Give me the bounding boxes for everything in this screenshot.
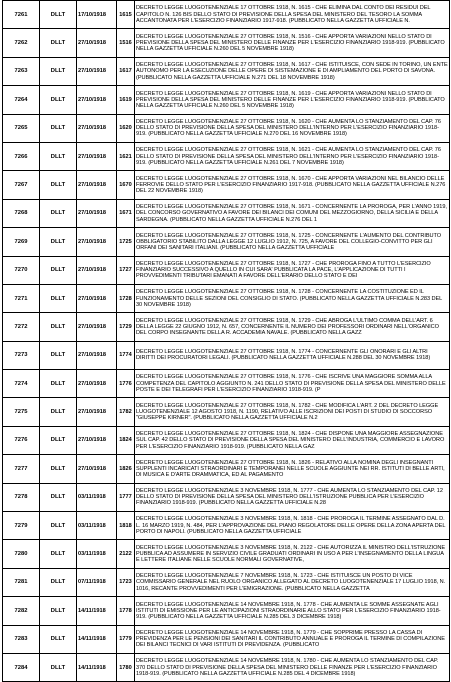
decree-description-cell: [135, 171, 450, 199]
decree-description-cell: [135, 540, 450, 568]
decree-date-cell: 27/10/1918: [77, 256, 117, 284]
decree-number-cell: 7261: [3, 1, 40, 29]
table-row: [3, 86, 450, 114]
decree-number-cell: 7262: [3, 29, 40, 57]
decree-code-cell: 1818: [117, 512, 135, 540]
decree-type-cell: DLLT: [40, 597, 77, 625]
table-row: [3, 398, 450, 426]
decree-type-cell: DLLT: [40, 653, 77, 681]
decree-number-cell: 7282: [3, 597, 40, 625]
decree-type-cell: DLLT: [40, 142, 77, 170]
decree-number-cell: 7272: [3, 313, 40, 341]
table-row: [3, 171, 450, 199]
decree-description-text: DECRETO LEGGE LUOGOTENENZIALE 27 OTTOBRE 1918, N. 1729 - CHE ABROGA L'ULTIMO COMMA DELL'ART. 6 DELLA LEGGE 22 GIUGNO 1912, N. 657, CONCERNENTE IL NUMERO DEI PROFESSORI ORDINARI NELL'ORGANICO DEL CORPO INSEGNANTE DELLA R. ACCADEMIA NAVALE. (PUBBLICATO NELLA GAZZ: [136, 317, 439, 337]
decree-description-cell: [135, 455, 450, 483]
decree-code-cell: 1782: [117, 398, 135, 426]
decree-description-cell: [135, 625, 450, 653]
table-row: [3, 256, 450, 284]
decree-description-text: DECRETO LEGGE LUOGOTENENZIALE 27 OTTOBRE 1918, N. 1516 - CHE APPORTA VARIAZIONI NELLO STATO DI PREVISIONE DELLA SPESA DEL MINISTERO DELLE FINANZE PER L'ESERCIZIO FINANZIARIO 1918-919. (PUBBLICATO NELLA GAZZETTA UFFICIALE N.260 DEL 5 NOVEMBRE 1918): [136, 33, 445, 53]
decree-type-cell: DLLT: [40, 398, 77, 426]
decree-type-cell: DLLT: [40, 228, 77, 256]
decree-type-cell: DLLT: [40, 483, 77, 511]
decree-description-cell: [135, 228, 450, 256]
decree-type-cell: DLLT: [40, 341, 77, 369]
decree-description-cell: [135, 199, 450, 227]
decree-code-cell: 1779: [117, 625, 135, 653]
table-row: [3, 1, 450, 29]
decree-number-cell: 7277: [3, 455, 40, 483]
decree-number-cell: 7264: [3, 86, 40, 114]
decree-description-cell: [135, 1, 450, 29]
decree-description-cell: [135, 114, 450, 142]
decree-number-cell: 7270: [3, 256, 40, 284]
decree-description-text: DECRETO LEGGE LUOGOTENENZIALE 17 OTTOBRE 1918, N. 1615 - CHE ELIMINA DAL CONTO DEI RESIDUI DEL CAPITOLO N. 126 BIS DELLO STATO DI PREVISIONE DELLA SPESA DEL MINISTERO DEL TESORO LA SOMMA ACCANTONATA PER L'ESERCIZIO FINANZIARIO 1917-918. (PUBBLICATO NELLA GAZZETTA UFFICIALE N.: [136, 5, 431, 24]
decree-description-cell: [135, 86, 450, 114]
decree-type-cell: DLLT: [40, 313, 77, 341]
decree-number-cell: 7278: [3, 483, 40, 511]
decree-date-cell: 27/10/1918: [77, 426, 117, 454]
decree-date-cell: 27/10/1918: [77, 341, 117, 369]
decree-code-cell: 1729: [117, 313, 135, 341]
decree-description-cell: [135, 568, 450, 596]
decree-code-cell: 1670: [117, 171, 135, 199]
decree-date-cell: 27/10/1918: [77, 171, 117, 199]
decree-date-cell: 27/10/1918: [77, 86, 117, 114]
decree-type-cell: DLLT: [40, 625, 77, 653]
decree-date-cell: 27/10/1918: [77, 29, 117, 57]
decree-description-cell: [135, 512, 450, 540]
decree-description-text: DECRETO LEGGE LUOGOTENENZIALE 3 NOVEMBRE 1918, N. 1818 - CHE PROROGA IL TERMINE ASSEGNATO DAL D. L. 16 MARZO 1919, N. 484, PER L'APPROVAZIONE DEL PIANO REGOLATORE DELLE OPERE DELLA ZONA APERTA DEL PORTO DI NAPOLI. (PUBBLICATO NELLA GAZZETTA UFFICIALE: [136, 516, 446, 535]
decree-code-cell: 1516: [117, 29, 135, 57]
decree-description-text: DECRETO LEGGE LUOGOTENENZIALE 27 OTTOBRE 1918, N. 1621 - CHE AUMENTA LO STANZIAMENTO DEL CAP. 76 DELLO STATO DI PREVISIONE DELLA SPESA DEL MINISTERO DELL'INTERNO PER L'ESERCIZIO FINANZIARIO 1918-919. (PUBBLICATO NELLA GAZZETTA UFFICIALE N.261 DEL 7 NOVEMBRE 1918): [136, 147, 441, 166]
decree-code-cell: 1778: [117, 597, 135, 625]
decree-date-cell: 14/11/1918: [77, 653, 117, 681]
decree-description-cell: [135, 313, 450, 341]
register-body: [3, 1, 450, 682]
decree-date-cell: 27/10/1918: [77, 142, 117, 170]
decree-description-cell: [135, 370, 450, 398]
decree-code-cell: 1728: [117, 284, 135, 312]
decree-code-cell: 1615: [117, 1, 135, 29]
decree-description-text: DECRETO LEGGE LUOGOTENENZIALE 27 OTTOBRE 1918, N. 1728 - CONCERNENTE LA COSTITUZIONE ED IL FUNZIONAMENTO DELLE SEZIONI DEL CONSIGLIO DI STATO. (PUBBLICATO NELLA GAZZETTA UFFICIALE N.283 DEL 30 NOVEMBRE 1918): [136, 289, 443, 308]
decree-code-cell: 1723: [117, 568, 135, 596]
decree-date-cell: 27/10/1918: [77, 199, 117, 227]
table-row: [3, 313, 450, 341]
decree-description-cell: [135, 256, 450, 284]
decree-number-cell: 7265: [3, 114, 40, 142]
table-row: [3, 540, 450, 568]
decree-code-cell: 1824: [117, 426, 135, 454]
decree-date-cell: 17/10/1918: [77, 1, 117, 29]
decree-description-cell: [135, 142, 450, 170]
decree-date-cell: 27/10/1918: [77, 228, 117, 256]
decree-type-cell: DLLT: [40, 370, 77, 398]
table-row: [3, 483, 450, 511]
decree-date-cell: 27/10/1918: [77, 284, 117, 312]
decree-number-cell: 7269: [3, 228, 40, 256]
table-row: [3, 284, 450, 312]
decree-code-cell: 2122: [117, 540, 135, 568]
table-row: [3, 625, 450, 653]
decree-date-cell: 27/10/1918: [77, 57, 117, 85]
decree-description-text: DECRETO LEGGE LUOGOTENENZIALE 27 OTTOBRE 1918, N. 1671 - CONCERNENTE LA PROROGA, PER L'ANNO 1919, DEL CONCORSO GOVERNATIVO A FAVORE DEI BILANCI DEI COMUNI DEL MEZZOGIORNO, DELLA SICILIA E DELLA SARDEGNA. (PUBBLICATO NELLA GAZZETTA UFFICIALE N.276 DEL 1: [136, 204, 447, 223]
decree-description-text: DECRETO LEGGE LUOGOTENENZIALE 27 OTTOBRE 1918, N. 1617 - CHE ISTITUISCE, CON SEDE IN TORINO, UN ENTE AUTONOMO PER LA ESECUZIONE DELLE OPERE DI SISTEMAZIONE E DI AMPLIAMENTO DEL PORTO DI SAVONA. (PUBBLICATO NELLA GAZZETTA UFFICIALE N.271 DEL 18 NOVEMBRE 1918): [136, 62, 448, 81]
decree-code-cell: 1774: [117, 341, 135, 369]
table-row: [3, 228, 450, 256]
table-row: [3, 57, 450, 85]
decree-type-cell: DLLT: [40, 540, 77, 568]
decree-description-text: DECRETO LEGGE LUOGOTENENZIALE 27 OTTOBRE 1918, N. 1824 - CHE DISPONE UNA MAGGIORE ASSEGNAZIONE SUL CAP. 42 DELLO STATO DI PREVISIONE DELLA SPESA DEL MINISTERO DELL'INDUSTRIA, COMMERCIO E LAVORO PER L'ESERCIZIO FINANZIARIO 1918-919. (PUBBLICATO NELLA GAZ: [136, 431, 445, 450]
decree-number-cell: 7276: [3, 426, 40, 454]
decree-number-cell: 7273: [3, 341, 40, 369]
decree-description-cell: [135, 653, 450, 681]
table-row: [3, 512, 450, 540]
decree-date-cell: 27/10/1918: [77, 455, 117, 483]
decree-date-cell: 27/10/1918: [77, 313, 117, 341]
decree-date-cell: 03/11/1918: [77, 512, 117, 540]
decree-code-cell: 1620: [117, 114, 135, 142]
table-row: [3, 29, 450, 57]
decree-type-cell: DLLT: [40, 114, 77, 142]
decree-type-cell: DLLT: [40, 57, 77, 85]
decree-description-cell: [135, 483, 450, 511]
decree-type-cell: DLLT: [40, 512, 77, 540]
decree-description-text: DECRETO LEGGE LUOGOTENENZIALE 14 NOVEMBRE 1918, N. 1779 - CHE SOPPRIME PRESSO LA CASSA DI PREVIDENZA PER LE PENSIONI DEI SANITARI IL CONTRIBUTO ANNUALE E PROROGA IL TERMINE DI COMPILAZIONE DEI BILANCI TECNICI DI VARI ISTITUTI DI PREVIDENZA. (PUBBLICATO: [136, 629, 445, 649]
decree-number-cell: 7274: [3, 370, 40, 398]
decree-description-cell: [135, 597, 450, 625]
decree-date-cell: 03/11/1918: [77, 540, 117, 568]
decree-description-text: DECRETO LEGGE LUOGOTENENZIALE 27 OTTOBRE 1918, N. 1670 - CHE APPORTA VARIAZIONI NEL BILANCIO DELLE FERROVIE DELLO STATO PER L'ESERCIZIO FINANZIARIO 1917-918. (PUBBLICATO NELLA GAZZETTA UFFICIALE N.276 DEL 22 NOVEMBRE 1918): [136, 175, 446, 195]
decree-description-text: DECRETO LEGGE LUOGOTENENZIALE 27 OTTOBRE 1918, N. 1776 - CHE ISCRIVE UNA MAGGIORE SOMMA ALLA COMPETENZA DEL CAPITOLO AGGIUNTO N. 241 DELLO STATO DI PREVISIONE DELLA SPESA DEL MINISTERO DELLE POSTE E DEI TELEGRAFI PER L'ESERCIZIO FINANZIARIO 1918-919. (P: [136, 374, 446, 393]
decree-type-cell: DLLT: [40, 455, 77, 483]
decree-code-cell: 1725: [117, 228, 135, 256]
decree-description-cell: [135, 284, 450, 312]
decree-code-cell: 1826: [117, 455, 135, 483]
table-row: [3, 370, 450, 398]
table-row: [3, 597, 450, 625]
decree-date-cell: 14/11/1918: [77, 625, 117, 653]
decree-code-cell: 1617: [117, 57, 135, 85]
decree-description-cell: [135, 426, 450, 454]
decree-type-cell: DLLT: [40, 171, 77, 199]
decree-description-text: DECRETO LEGGE LUOGOTENENZIALE 27 OTTOBRE 1918, N. 1782 - CHE MODIFICA L'ART. 2 DEL DECRETO LEGGE LUOGOTENENZIALE 12 AGOSTO 1918, N. 1190, RELATIVO ALLE ISCRIZIONI DEI POSTI DI STUDIO DI SOCCORSO "GIUSEPPE KIRNER". (PUBBLICATO NELLA GAZZETTA UFFICIALE N.2: [136, 402, 439, 422]
decree-date-cell: 14/11/1918: [77, 597, 117, 625]
decree-type-cell: DLLT: [40, 29, 77, 57]
decree-code-cell: 1671: [117, 199, 135, 227]
decree-code-cell: 1621: [117, 142, 135, 170]
decree-date-cell: 07/11/1918: [77, 568, 117, 596]
decree-number-cell: 7283: [3, 625, 40, 653]
decree-date-cell: 27/10/1918: [77, 370, 117, 398]
table-row: [3, 653, 450, 681]
table-row: [3, 142, 450, 170]
decree-description-text: DECRETO LEGGE LUOGOTENENZIALE 27 OTTOBRE 1918, N. 1619 - CHE APPORTA VARIAZIONI NELLO STATO DI PREVISIONE DELLA SPESA DEL MINISTERO DELLE FINANZE PER L'ESERCIZIO FINANZIARIO 1918-919. (PUBBLICATO NELLA GAZZETTA UFFICIALE N.260 DEL 5 NOVEMBRE 1918): [136, 90, 445, 109]
decree-type-cell: DLLT: [40, 426, 77, 454]
decree-description-cell: [135, 57, 450, 85]
decree-type-cell: DLLT: [40, 284, 77, 312]
decree-type-cell: DLLT: [40, 86, 77, 114]
decree-number-cell: 7281: [3, 568, 40, 596]
decree-code-cell: 1776: [117, 370, 135, 398]
decree-description-cell: [135, 398, 450, 426]
decree-description-text: DECRETO LEGGE LUOGOTENENZIALE 27 OTTOBRE 1918, N. 1727 - CHE PROROGA FINO A TUTTO L'ESERCIZIO FINANZIARIO SUCCESSIVO A QUELLO IN CUI SARA' PUBBLICATA LA PACE, L'APPLICAZIONE DI TUTTI I PROVVEDIMENTI TRIBUTARI EMANATI A FAVORE DELL'ERARIO DELLO STATO E DEI: [136, 260, 431, 280]
table-row: [3, 455, 450, 483]
decree-register-table: [2, 0, 450, 682]
decree-description-text: DECRETO LEGGE LUOGOTENENZIALE 14 NOVEMBRE 1918, N. 1780 - CHE AUMENTA LO STANZIAMENTO DEL CAP. 370 DELLO STATO DI PREVISIONE DELLA SPESA DEL MINISTERO DELLE FINANZE PER L'ESERCIZIO FINANZIARIO 1918-919. (PUBBLICATO NELLA GAZZETTA UFFICIALE N.285 DEL 4 DICEMBRE 1918): [136, 658, 439, 677]
decree-description-text: DECRETO LEGGE LUOGOTENENZIALE 14 NOVEMBRE 1918, N. 1778 - CHE AUMENTA LE SOMME ASSEGNATE AGLI ISTITUTI DI EMISSIONE PER LE ANTICIPAZIONI STRAORDINARIE ALLO STATO PER L'ESERCIZIO FINANZIARIO 1918-919. (PUBBLICATO NELLA GAZZETTA UFFICIALE N.285 DEL 3 DICEMBRE 1918): [136, 601, 441, 620]
decree-number-cell: 7279: [3, 512, 40, 540]
table-row: [3, 114, 450, 142]
decree-number-cell: 7275: [3, 398, 40, 426]
decree-number-cell: 7271: [3, 284, 40, 312]
decree-type-cell: DLLT: [40, 1, 77, 29]
decree-date-cell: 03/11/1918: [77, 483, 117, 511]
decree-number-cell: 7284: [3, 653, 40, 681]
decree-type-cell: DLLT: [40, 568, 77, 596]
decree-description-text: DECRETO LEGGE LUOGOTENENZIALE 3 NOVEMBRE 1918, N. 1777 - CHE AUMENTA LO STANZIAMENTO DEL CAP. 12 DELLO STATO DI PREVISIONE DELLA SPESA DEL MINISTERO DELL'ISTRUZIONE PUBBLICA PER L'ESERCIZIO FINANZIARIO 1918-919. (PUBBLICATO NELLA GAZZETTA UFFICIALE N.28: [136, 488, 443, 507]
decree-description-text: DECRETO LEGGE LUOGOTENENZIALE 27 OTTOBRE 1918, N. 1725 - CONCERNENTE L'AUMENTO DEL CONTRIBUTO OBBLIGATORIO STABILITO DALLA LEGGE 12 LUGLIO 1912, N. 725, A FAVORE DEL COLLEGIO-CONVITTO PER GLI ORFANI DEI SANITARI ITALIANI. (PUBBLICATO NELLA GAZZETTA UFFICIALE: [136, 232, 442, 251]
decree-code-cell: 1727: [117, 256, 135, 284]
decree-description-text: DECRETO LEGGE LUOGOTENENZIALE 27 OTTOBRE 1918, N. 1620 - CHE AUMENTA LO STANZIAMENTO DEL CAP. 76 DELLO STATO DI PREVISIONE DELLA SPESA DEL MINISTERO DELL'INTERNO PER L'ESERCIZIO FINANZIARIO 1918-919. (PUBBLICATO NELLA GAZZETTA UFFICIALE N.270 DEL 16 NOVEMBRE 1918): [136, 118, 441, 138]
decree-description-cell: [135, 29, 450, 57]
decree-code-cell: 1780: [117, 653, 135, 681]
decree-number-cell: 7266: [3, 142, 40, 170]
decree-description-text: DECRETO LEGGE LUOGOTENENZIALE 27 OTTOBRE 1918, N. 1774 - CONCERNENTE GLI ONORARI E GLI ALTRI DIRITTI DEI PROCURATORI LEGALI. (PUBBLICATO NELLA GAZZETTA UFFICIALE N.288 DEL 30 NOVEMBRE 1918): [136, 349, 431, 362]
decree-description-text: DECRETO LEGGE LUOGOTENENZIALE 3 NOVEMBRE 1918, N. 2122 - CHE AUTORIZZA IL MINISTRO DELL'ISTRUZIONE PUBBLICA AD ASSUMERE IN SERVIZIO CIVILE GRADUATI ORDINARI IN USO A PER L'INSEGNAMENTO DELLA LINGUA E LETTERE ITALIANE NELLE SCUOLE NORMALI GOVERNATIVE,: [136, 544, 446, 564]
decree-number-cell: 7267: [3, 171, 40, 199]
decree-date-cell: 27/10/1918: [77, 114, 117, 142]
table-row: [3, 341, 450, 369]
decree-number-cell: 7263: [3, 57, 40, 85]
table-row: [3, 199, 450, 227]
decree-description-cell: [135, 341, 450, 369]
table-row: [3, 568, 450, 596]
decree-date-cell: 27/10/1918: [77, 398, 117, 426]
table-row: [3, 426, 450, 454]
decree-description-text: DECRETO LEGGE LUOGOTENENZIALE 27 OTTOBRE 1918, N. 1826 - RELATIVO ALLA NOMINA DEGLI INSEGNANTI SUPPLENTI INCARICATI STRAORDINARI E TEMPORANEI NELLE SCUOLE AGGIUNTE NEI RR. ISTITUTI DI BELLE ARTI, DI MUSICA E D'ARTE DRAMMATICA, ED AL PAGAMENTO: [136, 459, 445, 479]
decree-number-cell: 7268: [3, 199, 40, 227]
decree-type-cell: DLLT: [40, 256, 77, 284]
decree-type-cell: DLLT: [40, 199, 77, 227]
decree-description-text: DECRETO LEGGE LUOGOTENENZIALE 7 NOVEMBRE 1918, N. 1723 - CHE ISTITUISCE UN POSTO DI VICE COMMISSARIO GENERALE NEL RUOLO ORGANICO ALLEGATO AL DECRETO LUOGOTENENZIALE 17 LUGLIO 1918, N. 1016, RECANTE PROVVEDIMENTI PER L'EMIGRAZIONE. (PUBBLICATO NELLA GAZZETTA: [136, 573, 446, 592]
decree-code-cell: 1619: [117, 86, 135, 114]
decree-code-cell: 1777: [117, 483, 135, 511]
decree-number-cell: 7280: [3, 540, 40, 568]
